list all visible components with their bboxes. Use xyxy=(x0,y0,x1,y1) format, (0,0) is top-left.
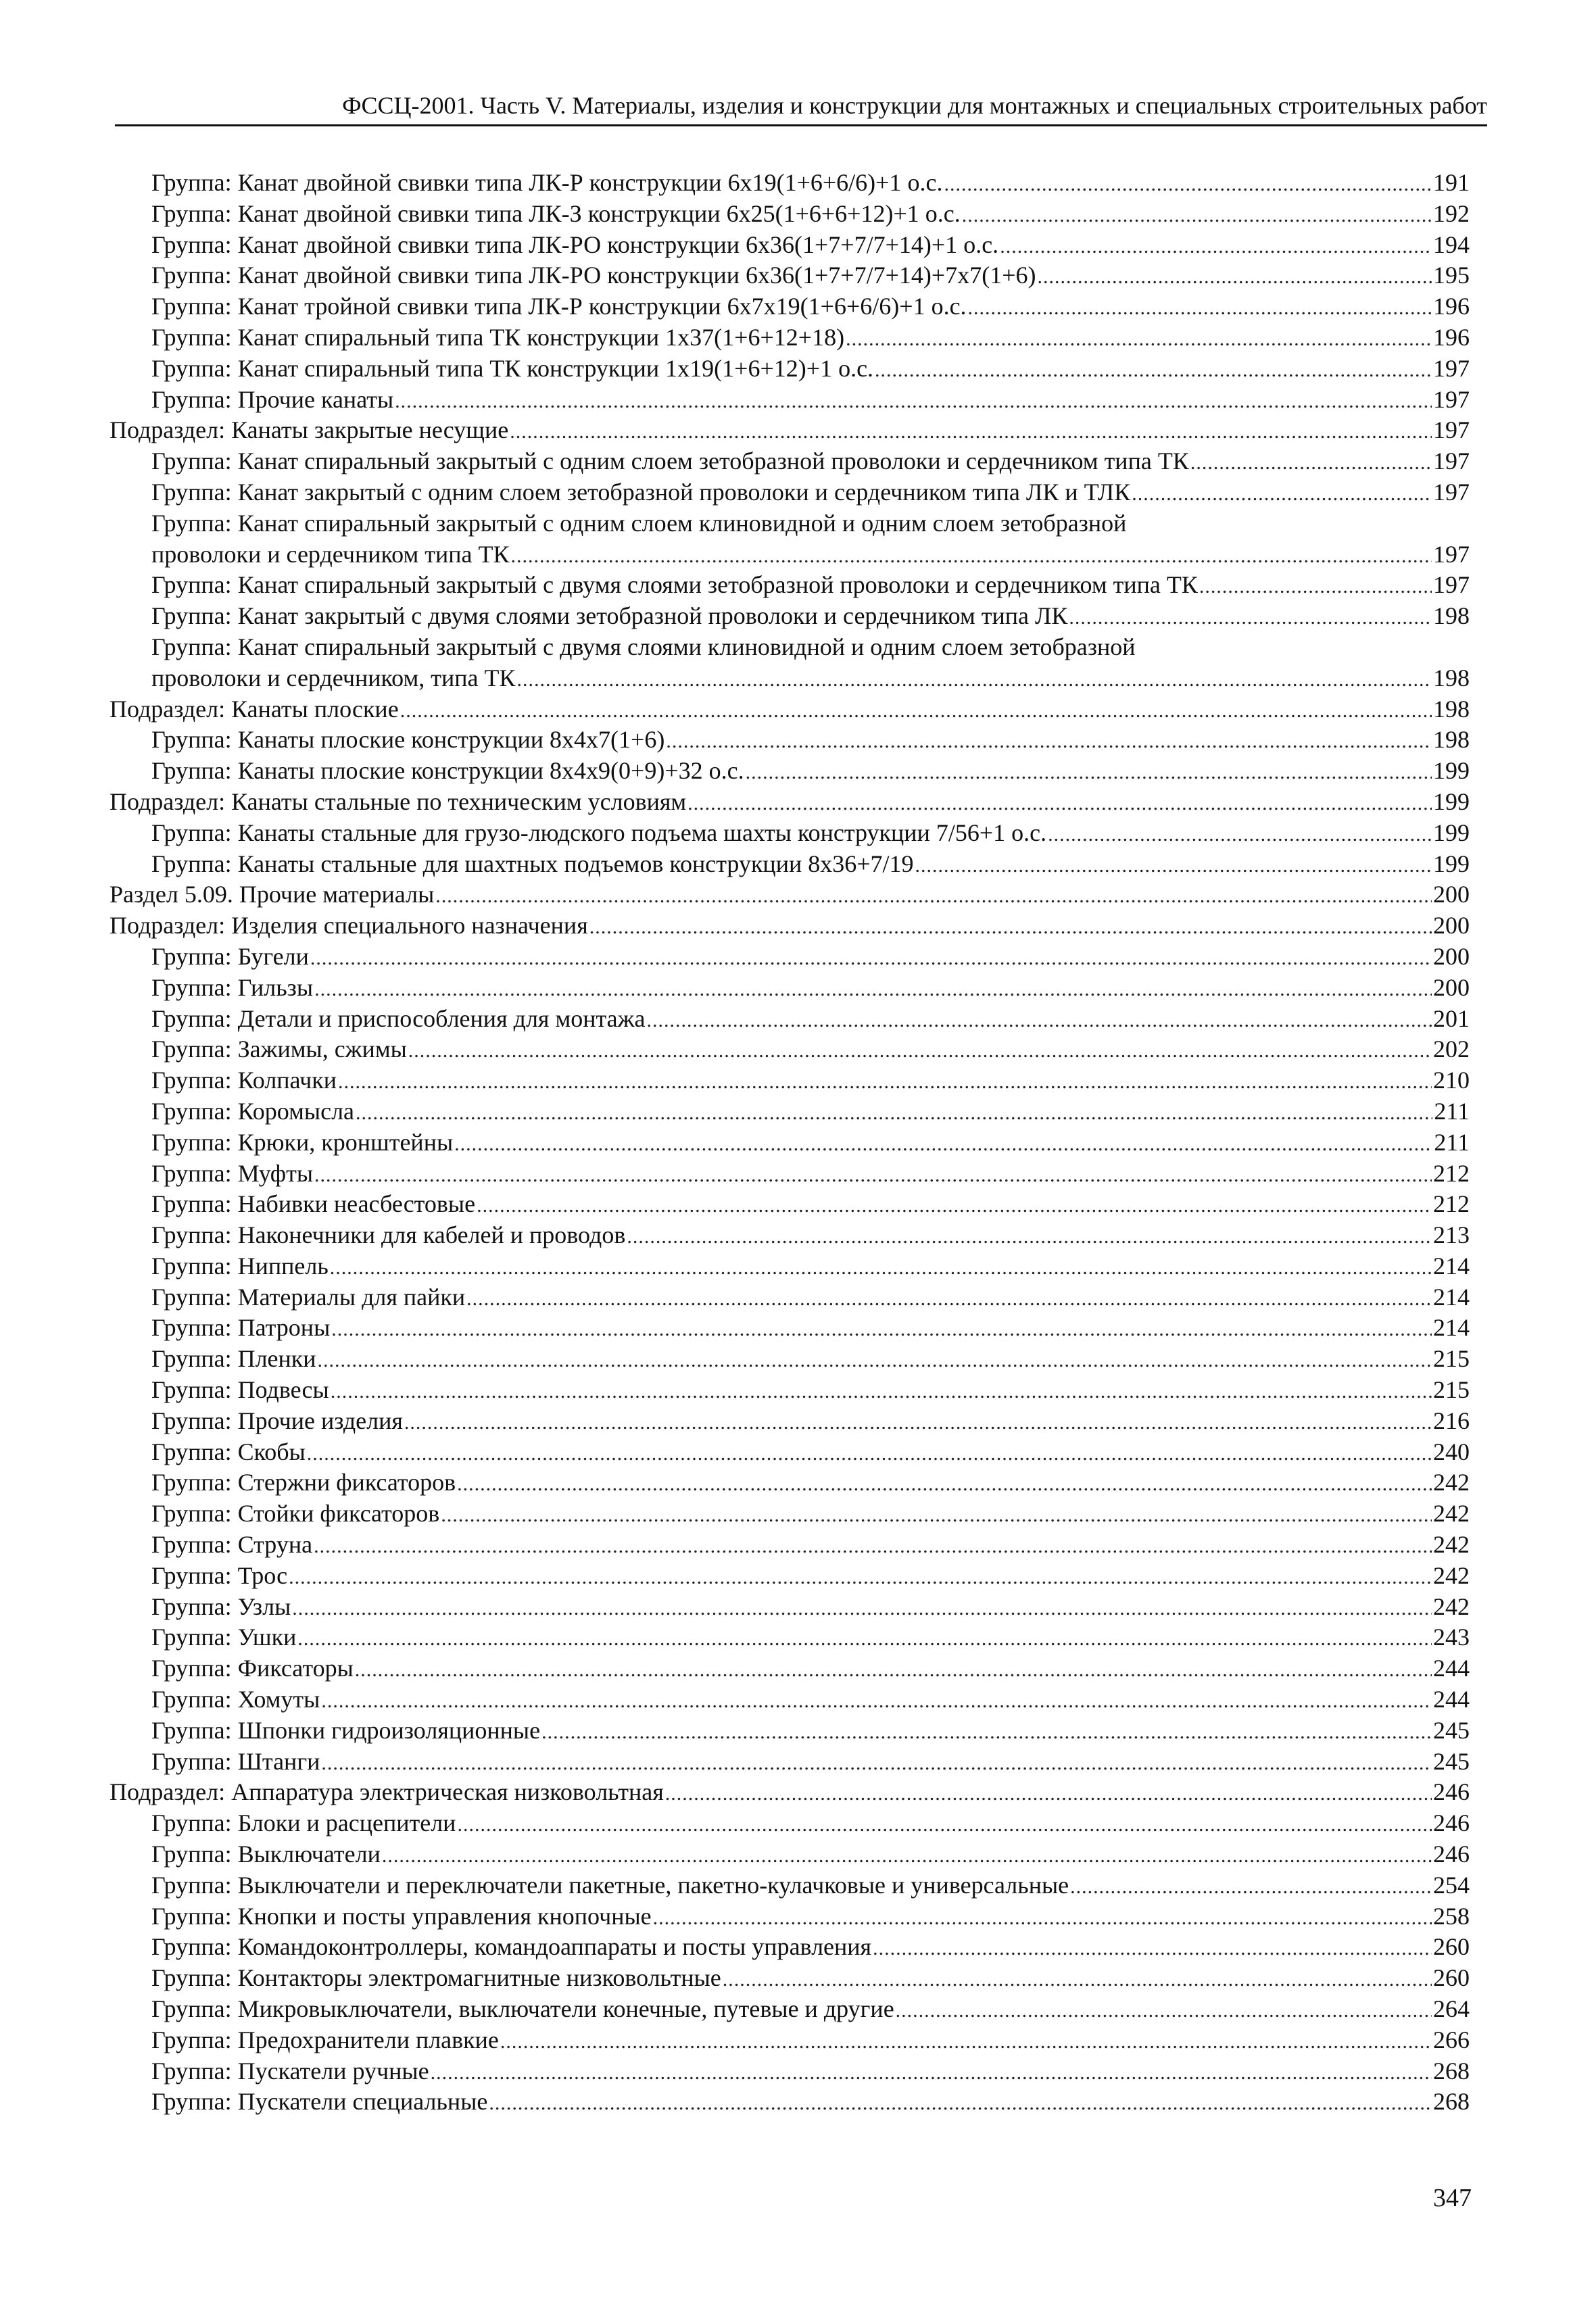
toc-entry-page: 242 xyxy=(1433,1469,1470,1496)
dot-leader xyxy=(517,664,1432,696)
toc-entry-title: Группа: Бугели xyxy=(151,942,309,970)
toc-entry xyxy=(110,849,1470,880)
toc-entry-page: 191 xyxy=(1433,169,1470,196)
toc-entry xyxy=(110,1653,1470,1684)
toc-entry xyxy=(110,1839,1470,1870)
dot-leader xyxy=(687,788,1432,819)
toc-entry xyxy=(110,1189,1470,1220)
toc-entry-page: 242 xyxy=(1433,1592,1470,1620)
dot-leader xyxy=(454,1129,1432,1160)
toc-entry xyxy=(110,1561,1470,1592)
toc-entry xyxy=(110,570,1470,601)
toc-entry-page: 197 xyxy=(1433,540,1470,568)
toc-entry-page: 198 xyxy=(1433,726,1470,754)
toc-entry xyxy=(110,942,1470,973)
toc-entry-title: Группа: Микровыключатели, выключатели конечные, путевые и другие xyxy=(151,1995,894,2023)
toc-entry-title: Группа: Крюки, кронштейны xyxy=(151,1128,454,1156)
toc-entry-page: 211 xyxy=(1434,1097,1470,1125)
toc-entry-title: Подраздел: Канаты стальные по техническим условиям xyxy=(110,787,687,815)
toc-entry-page: 202 xyxy=(1433,1035,1470,1063)
dot-leader xyxy=(314,1160,1432,1191)
toc-entry-page: 197 xyxy=(1433,478,1470,506)
toc-entry xyxy=(110,694,1470,725)
dot-leader xyxy=(382,1841,1432,1872)
toc-entry xyxy=(110,1932,1470,1963)
toc-entry xyxy=(110,601,1470,632)
toc-entry-title: Группа: Трос xyxy=(151,1561,288,1589)
toc-entry-page: 201 xyxy=(1433,1004,1470,1032)
toc-entry-page: 213 xyxy=(1433,1221,1470,1249)
toc-entry xyxy=(110,973,1470,1004)
toc-entry-page: 197 xyxy=(1433,385,1470,413)
toc-entry-page: 216 xyxy=(1433,1407,1470,1434)
table-of-contents xyxy=(110,168,1470,2118)
dot-leader xyxy=(666,726,1432,757)
toc-entry xyxy=(110,725,1470,756)
toc-entry-page: 266 xyxy=(1433,2026,1470,2053)
toc-entry-title: Группа: Канат двойной свивки типа ЛК-РО конструкции 6х36(1+7+7/7+14)+7х7(1+6) xyxy=(151,262,1036,289)
toc-entry-page: 200 xyxy=(1433,973,1470,1001)
toc-entry-title: Группа: Канат двойной свивки типа ЛК-РО конструкции 6х36(1+7+7/7+14)+1 о.с. xyxy=(151,230,999,258)
dot-leader xyxy=(1069,602,1432,633)
toc-entry-page: 254 xyxy=(1433,1871,1470,1899)
dot-leader xyxy=(846,324,1432,355)
toc-entry-title: Группа: Канат спиральный закрытый с одним слоем клиновидной и одним слоем зетобразной xyxy=(151,509,1127,537)
toc-entry-page: 246 xyxy=(1433,1778,1470,1806)
toc-entry xyxy=(110,818,1470,849)
toc-entry xyxy=(110,199,1470,230)
toc-entry-title: Подраздел: Изделия специального назначения xyxy=(110,912,588,940)
toc-entry-page: 258 xyxy=(1433,1902,1470,1930)
toc-entry-page: 194 xyxy=(1433,230,1470,258)
toc-entry-title: Подраздел: Канаты плоские xyxy=(110,695,399,723)
dot-leader xyxy=(746,757,1432,788)
toc-entry xyxy=(110,1808,1470,1839)
toc-entry-page: 199 xyxy=(1433,819,1470,846)
toc-entry xyxy=(110,1127,1470,1159)
toc-entry-page: 242 xyxy=(1433,1561,1470,1589)
toc-entry xyxy=(110,1344,1470,1375)
toc-entry-title: Группа: Пускатели ручные xyxy=(151,2057,429,2085)
dot-leader xyxy=(1000,231,1432,262)
toc-entry-page: 198 xyxy=(1433,695,1470,723)
toc-entry-page: 200 xyxy=(1433,881,1470,908)
toc-entry xyxy=(110,385,1470,416)
dot-leader xyxy=(435,881,1432,912)
dot-leader xyxy=(297,1624,1432,1655)
toc-entry xyxy=(110,910,1470,942)
toc-entry-title: Группа: Шпонки гидроизоляционные xyxy=(151,1716,541,1744)
toc-entry-title: проволоки и сердечником, типа ТК xyxy=(151,664,516,691)
toc-entry xyxy=(110,663,1470,694)
toc-entry-title: Группа: Канат тройной свивки типа ЛК-Р конструкции 6х7х19(1+6+6/6)+1 о.с. xyxy=(151,293,967,320)
toc-entry-page: 196 xyxy=(1433,293,1470,320)
dot-leader xyxy=(1132,479,1432,510)
dot-leader xyxy=(355,1655,1432,1686)
toc-entry-page: 210 xyxy=(1433,1067,1470,1094)
toc-entry-title: Группа: Стержни фиксаторов xyxy=(151,1469,456,1496)
dot-leader xyxy=(723,1964,1432,1995)
dot-leader xyxy=(400,696,1432,727)
dot-leader xyxy=(647,1005,1432,1036)
toc-entry xyxy=(110,415,1470,446)
dot-leader xyxy=(466,1284,1432,1315)
toc-entry xyxy=(110,1747,1470,1778)
toc-entry-page: 215 xyxy=(1433,1345,1470,1373)
dot-leader xyxy=(330,1252,1432,1284)
toc-entry xyxy=(110,1282,1470,1313)
toc-entry xyxy=(110,2056,1470,2087)
toc-entry-title: Группа: Наконечники для кабелей и проводов xyxy=(151,1221,626,1249)
toc-entry-page: 196 xyxy=(1433,323,1470,351)
running-header: ФССЦ-2001. Часть V. Материалы, изделия и конструкции для монтажных и специальных строительных работ xyxy=(115,87,1487,126)
toc-entry xyxy=(110,508,1470,539)
dot-leader xyxy=(338,1067,1432,1098)
dot-leader xyxy=(875,355,1432,386)
toc-entry-title: Группа: Канаты стальные для шахтных подъемов конструкции 8х36+7/19 xyxy=(151,850,914,877)
toc-entry-page: 195 xyxy=(1433,262,1470,289)
dot-leader xyxy=(653,1903,1432,1934)
toc-entry-page: 260 xyxy=(1433,1964,1470,1992)
dot-leader xyxy=(500,2026,1432,2057)
dot-leader xyxy=(292,1593,1432,1624)
toc-entry-title: Раздел 5.09. Прочие материалы xyxy=(110,881,435,908)
toc-entry-page: 268 xyxy=(1433,2057,1470,2085)
dot-leader xyxy=(307,1438,1432,1469)
toc-entry xyxy=(110,477,1470,508)
toc-entry-page: 215 xyxy=(1433,1376,1470,1404)
toc-entry xyxy=(110,1065,1470,1096)
toc-entry-title: Группа: Канат спиральный типа ТК конструкции 1х37(1+6+12+18) xyxy=(151,323,845,351)
toc-entry-page: 197 xyxy=(1433,571,1470,599)
toc-entry-page: 198 xyxy=(1433,602,1470,630)
toc-entry xyxy=(110,230,1470,261)
dot-leader xyxy=(395,386,1432,417)
toc-entry xyxy=(110,446,1470,477)
toc-entry-page: 244 xyxy=(1433,1686,1470,1713)
dot-leader xyxy=(321,1748,1432,1779)
dot-leader xyxy=(511,541,1432,572)
toc-entry xyxy=(110,1159,1470,1190)
dot-leader xyxy=(510,416,1432,447)
dot-leader xyxy=(541,1717,1432,1748)
toc-entry-title: Группа: Блоки и расцепители xyxy=(151,1809,456,1837)
toc-entry-title: Группа: Материалы для пайки xyxy=(151,1283,466,1311)
toc-entry xyxy=(110,1004,1470,1035)
toc-entry-title: Группа: Канаты плоские конструкции 8х4х7(1+6) xyxy=(151,726,665,754)
toc-entry-page: 212 xyxy=(1433,1159,1470,1187)
toc-entry xyxy=(110,1220,1470,1251)
dot-leader xyxy=(944,169,1432,200)
toc-entry-page: 192 xyxy=(1433,199,1470,227)
toc-entry-title: Группа: Узлы xyxy=(151,1592,291,1620)
toc-entry-page: 243 xyxy=(1433,1624,1470,1651)
toc-entry xyxy=(110,1870,1470,1901)
toc-entry xyxy=(110,322,1470,354)
toc-entry-page: 246 xyxy=(1433,1841,1470,1868)
toc-entry xyxy=(110,1375,1470,1406)
toc-entry-title: Группа: Хомуты xyxy=(151,1686,320,1713)
dot-leader xyxy=(457,1809,1432,1841)
toc-entry-page: 199 xyxy=(1433,757,1470,785)
toc-entry-title: Группа: Патроны xyxy=(151,1314,331,1342)
toc-entry-page: 200 xyxy=(1433,942,1470,970)
dot-leader xyxy=(1070,1872,1432,1903)
dot-leader xyxy=(356,1098,1432,1129)
toc-entry xyxy=(110,1592,1470,1623)
dot-leader xyxy=(915,850,1432,881)
toc-entry-page: 197 xyxy=(1433,354,1470,382)
toc-entry-title: Группа: Прочие канаты xyxy=(151,385,394,413)
dot-leader xyxy=(457,1469,1432,1500)
toc-entry-title: Группа: Канат спиральный закрытый с двумя слоями зетобразной проволоки и сердечником типа ТК xyxy=(151,571,1198,599)
toc-entry xyxy=(110,291,1470,322)
toc-entry-title: Группа: Канат закрытый с двумя слоями зетобразной проволоки и сердечником типа ЛК xyxy=(151,602,1068,630)
toc-entry xyxy=(110,1467,1470,1498)
toc-entry-page: 246 xyxy=(1433,1809,1470,1837)
toc-entry-title: Группа: Скобы xyxy=(151,1438,306,1465)
toc-entry-title: Группа: Выключатели и переключатели пакетные, пакетно-кулачковые и универсальные xyxy=(151,1871,1069,1899)
toc-entry xyxy=(110,756,1470,787)
toc-entry-page: 264 xyxy=(1433,1995,1470,2023)
toc-entry-page: 199 xyxy=(1433,850,1470,877)
dot-leader xyxy=(314,1531,1432,1562)
dot-leader xyxy=(589,912,1432,943)
toc-entry-title: Группа: Фиксаторы xyxy=(151,1655,354,1682)
toc-entry-page: 197 xyxy=(1433,416,1470,444)
toc-entry-page: 212 xyxy=(1433,1190,1470,1218)
dot-leader xyxy=(1037,262,1432,293)
toc-entry-page: 198 xyxy=(1433,664,1470,691)
toc-entry-title: Группа: Коромысла xyxy=(151,1097,355,1125)
toc-entry xyxy=(110,1994,1470,2025)
toc-entry-title: Группа: Канат спиральный закрытый с двумя слоями клиновидной и одним слоем зетобразной xyxy=(151,633,1136,660)
toc-entry xyxy=(110,1498,1470,1530)
toc-entry-page: 242 xyxy=(1433,1500,1470,1528)
dot-leader xyxy=(431,2057,1432,2089)
toc-entry-title: Группа: Ниппель xyxy=(151,1252,329,1280)
toc-entry-page: 211 xyxy=(1434,1128,1470,1156)
toc-entry-page: 245 xyxy=(1433,1747,1470,1775)
toc-entry xyxy=(110,1406,1470,1437)
dot-leader xyxy=(441,1500,1432,1531)
dot-leader xyxy=(627,1221,1432,1252)
toc-entry-title: Группа: Зажимы, сжимы xyxy=(151,1035,407,1063)
toc-entry-title: Группа: Канат спиральный закрытый с одним слоем зетобразной проволоки и сердечником типа ТК xyxy=(151,447,1189,475)
page-number: 347 xyxy=(1433,2184,1472,2212)
dot-leader xyxy=(873,1933,1432,1964)
toc-entry-title: Группа: Подвесы xyxy=(151,1376,329,1404)
toc-entry-title: Группа: Набивки неасбестовые xyxy=(151,1190,476,1218)
toc-entry xyxy=(110,1684,1470,1715)
toc-entry-page: 268 xyxy=(1433,2088,1470,2116)
dot-leader xyxy=(321,1686,1432,1717)
toc-entry xyxy=(110,539,1470,570)
toc-entry xyxy=(110,354,1470,385)
toc-entry-page: 260 xyxy=(1433,1933,1470,1961)
toc-entry xyxy=(110,1530,1470,1561)
dot-leader xyxy=(404,1407,1432,1438)
toc-entry-title: Группа: Стойки фиксаторов xyxy=(151,1500,440,1528)
dot-leader xyxy=(318,1345,1432,1376)
dot-leader xyxy=(968,293,1432,324)
toc-entry xyxy=(110,1313,1470,1344)
toc-entry-title: Группа: Командоконтроллеры, командоаппараты и посты управления xyxy=(151,1933,872,1961)
toc-entry-page: 214 xyxy=(1433,1283,1470,1311)
toc-entry-page: 197 xyxy=(1433,447,1470,475)
toc-entry-title: Подраздел: Канаты закрытые несущие xyxy=(110,416,509,444)
toc-entry xyxy=(110,1715,1470,1747)
dot-leader xyxy=(1199,571,1432,602)
toc-entry-title: Группа: Контакторы электромагнитные низковольтные xyxy=(151,1964,721,1992)
toc-entry-title: Группа: Ушки xyxy=(151,1624,297,1651)
toc-entry-page: 240 xyxy=(1433,1438,1470,1465)
toc-entry-title: Группа: Муфты xyxy=(151,1159,314,1187)
dot-leader xyxy=(314,974,1432,1005)
dot-leader xyxy=(477,1190,1432,1221)
toc-entry xyxy=(110,879,1470,910)
toc-entry-page: 214 xyxy=(1433,1314,1470,1342)
toc-entry xyxy=(110,632,1470,663)
toc-entry-title: Группа: Канат двойной свивки типа ЛК-З конструкции 6х25(1+6+6+12)+1 о.с. xyxy=(151,199,961,227)
dot-leader xyxy=(408,1035,1432,1067)
dot-leader xyxy=(1190,447,1432,479)
toc-entry xyxy=(110,1034,1470,1065)
toc-entry-title: Группа: Детали и приспособления для монтажа xyxy=(151,1004,646,1032)
toc-entry-page: 242 xyxy=(1433,1531,1470,1559)
toc-entry xyxy=(110,1777,1470,1808)
toc-entry-title: Группа: Канаты плоские конструкции 8х4х9(0+9)+32 о.с. xyxy=(151,757,744,785)
toc-entry-title: Группа: Канаты стальные для грузо-людского подъема шахты конструкции 7/56+1 о.с. xyxy=(151,819,1047,846)
toc-entry-title: Группа: Пускатели специальные xyxy=(151,2088,488,2116)
toc-entry xyxy=(110,1251,1470,1282)
toc-entry-page: 214 xyxy=(1433,1252,1470,1280)
dot-leader xyxy=(289,1562,1432,1593)
toc-entry xyxy=(110,260,1470,291)
toc-entry-title: Группа: Гильзы xyxy=(151,973,314,1001)
dot-leader xyxy=(331,1314,1432,1345)
dot-leader xyxy=(489,2088,1432,2119)
dot-leader xyxy=(331,1376,1432,1407)
dot-leader xyxy=(665,1778,1432,1809)
toc-entry-page: 244 xyxy=(1433,1655,1470,1682)
toc-entry-title: Группа: Прочие изделия xyxy=(151,1407,403,1434)
toc-entry xyxy=(110,1437,1470,1468)
dot-leader xyxy=(1048,819,1432,850)
toc-entry xyxy=(110,168,1470,199)
dot-leader xyxy=(962,200,1432,231)
toc-entry-page: 245 xyxy=(1433,1716,1470,1744)
toc-entry xyxy=(110,2025,1470,2056)
toc-entry-title: Группа: Пленки xyxy=(151,1345,316,1373)
toc-entry-title: Группа: Канат закрытый с одним слоем зетобразной проволоки и сердечником типа ЛК и ТЛК xyxy=(151,478,1131,506)
toc-entry-title: Группа: Канат двойной свивки типа ЛК-Р конструкции 6х19(1+6+6/6)+1 о.с. xyxy=(151,169,943,196)
toc-entry xyxy=(110,2087,1470,2118)
dot-leader xyxy=(896,1995,1432,2026)
toc-entry-page: 200 xyxy=(1433,912,1470,940)
toc-entry-title: Группа: Выключатели xyxy=(151,1841,381,1868)
toc-entry xyxy=(110,787,1470,818)
dot-leader xyxy=(310,943,1432,974)
toc-entry-title: Группа: Штанги xyxy=(151,1747,320,1775)
toc-entry-title: Группа: Канат спиральный типа ТК конструкции 1х19(1+6+12)+1 о.с. xyxy=(151,354,874,382)
toc-entry xyxy=(110,1096,1470,1127)
toc-entry-title: Подраздел: Аппаратура электрическая низковольтная xyxy=(110,1778,664,1806)
toc-entry-title: Группа: Колпачки xyxy=(151,1067,337,1094)
toc-entry xyxy=(110,1963,1470,1994)
toc-entry-title: проволоки и сердечником типа ТК xyxy=(151,540,510,568)
toc-entry-title: Группа: Струна xyxy=(151,1531,313,1559)
toc-entry-title: Группа: Предохранители плавкие xyxy=(151,2026,499,2053)
toc-entry-title: Группа: Кнопки и посты управления кнопочные xyxy=(151,1902,652,1930)
toc-entry xyxy=(110,1622,1470,1653)
toc-entry-page: 199 xyxy=(1433,787,1470,815)
toc-entry xyxy=(110,1901,1470,1932)
